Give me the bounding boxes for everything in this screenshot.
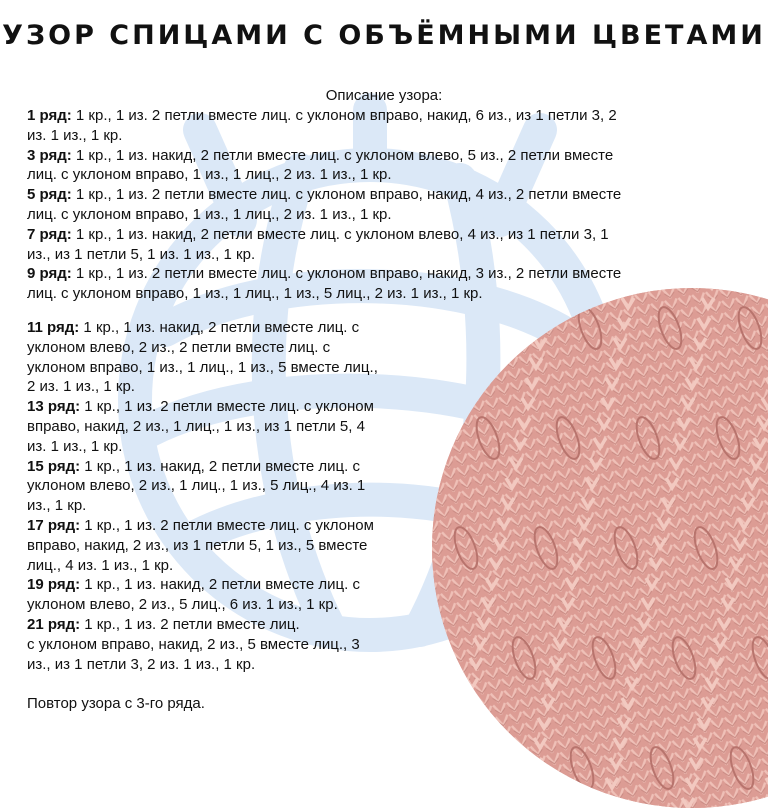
row-17-instruction: 17 ряд: 1 кр., 1 из. 2 петли вместе лиц. с уклоном вправо, накид, 2 из., из 1 петли 5, 1 из., 5 вместе лиц., 4 из. 1 из., 1 кр. <box>27 516 374 574</box>
page-title: УЗОР СПИЦАМИ С ОБЪЁМНЫМИ ЦВЕТАМИ <box>2 20 766 51</box>
row-9-instruction: 9 ряд: 1 кр., 1 из. 2 петли вместе лиц. с уклоном вправо, накид, 3 из., 2 петли вместе лиц. с уклоном вправо, 1 из., 1 лиц., 1 из., 5 лиц., 2 из. 1 из., 1 кр. <box>27 265 622 303</box>
knitting-sample-photo <box>432 288 768 808</box>
row-7-instruction: 7 ряд: 1 кр., 1 из. накид, 2 петли вместе лиц. с уклоном влево, 4 из., из 1 петли 3, 1 из., из 1 петли 5, 1 из. 1 из., 1 кр. <box>27 225 609 263</box>
row-11-instruction: 11 ряд: 1 кр., 1 из. накид, 2 петли вместе лиц. с уклоном влево, 2 из., 2 петли вместе лиц. с уклоном вправо, 1 из., 1 лиц., 1 из., 5 вместе лиц., 2 из. 1 из., 1 кр. <box>27 319 378 396</box>
knit-texture-graphic <box>432 288 768 808</box>
row-15-instruction: 15 ряд: 1 кр., 1 из. накид, 2 петли вместе лиц. с уклоном влево, 2 из., 1 лиц., 1 из., 5 лиц., 4 из. 1 из., 1 кр. <box>27 457 366 515</box>
row-13-instruction: 13 ряд: 1 кр., 1 из. 2 петли вместе лиц. с уклоном вправо, накид, 2 из., 1 лиц., 1 из., из 1 петли 5, 4 из. 1 из., 1 кр. <box>27 398 374 455</box>
row-3-instruction: 3 ряд: 1 кр., 1 из. накид, 2 петли вместе лиц. с уклоном влево, 5 из., 2 петли вместе лиц. с уклоном вправо, 1 из., 1 лиц., 2 из. 1 из., 1 кр. <box>27 146 614 184</box>
row-5-instruction: 5 ряд: 1 кр., 1 из. 2 петли вместе лиц. с уклоном вправо, накид, 4 из., 2 петли вместе лиц. с уклоном вправо, 1 из., 1 лиц., 2 из. 1 из., 1 кр. <box>27 186 622 223</box>
pattern-description-heading: Описание узора: <box>325 87 443 104</box>
rows-1-to-9 <box>27 106 747 304</box>
rows-11-to-21 <box>27 318 447 674</box>
row-1-instruction: 1 ряд: 1 кр., 1 из. 2 петли вместе лиц. с уклоном вправо, накид, 6 из., из 1 петли 3, 2 из. 1 из., 1 кр. <box>27 107 617 144</box>
row-19-instruction: 19 ряд: 1 кр., 1 из. накид, 2 петли вместе лиц. с уклоном влево, 2 из., 5 лиц., 6 из. 1 из., 1 кр. <box>27 576 360 614</box>
row-21-instruction: 21 ряд: 1 кр., 1 из. 2 петли вместе лиц. с уклоном вправо, накид, 2 из., 5 вместе лиц., 3 из., из 1 петли 3, 2 из. 1 из., 1 кр. <box>27 615 360 673</box>
repeat-note: Повтор узора с 3-го ряда. <box>27 695 205 712</box>
